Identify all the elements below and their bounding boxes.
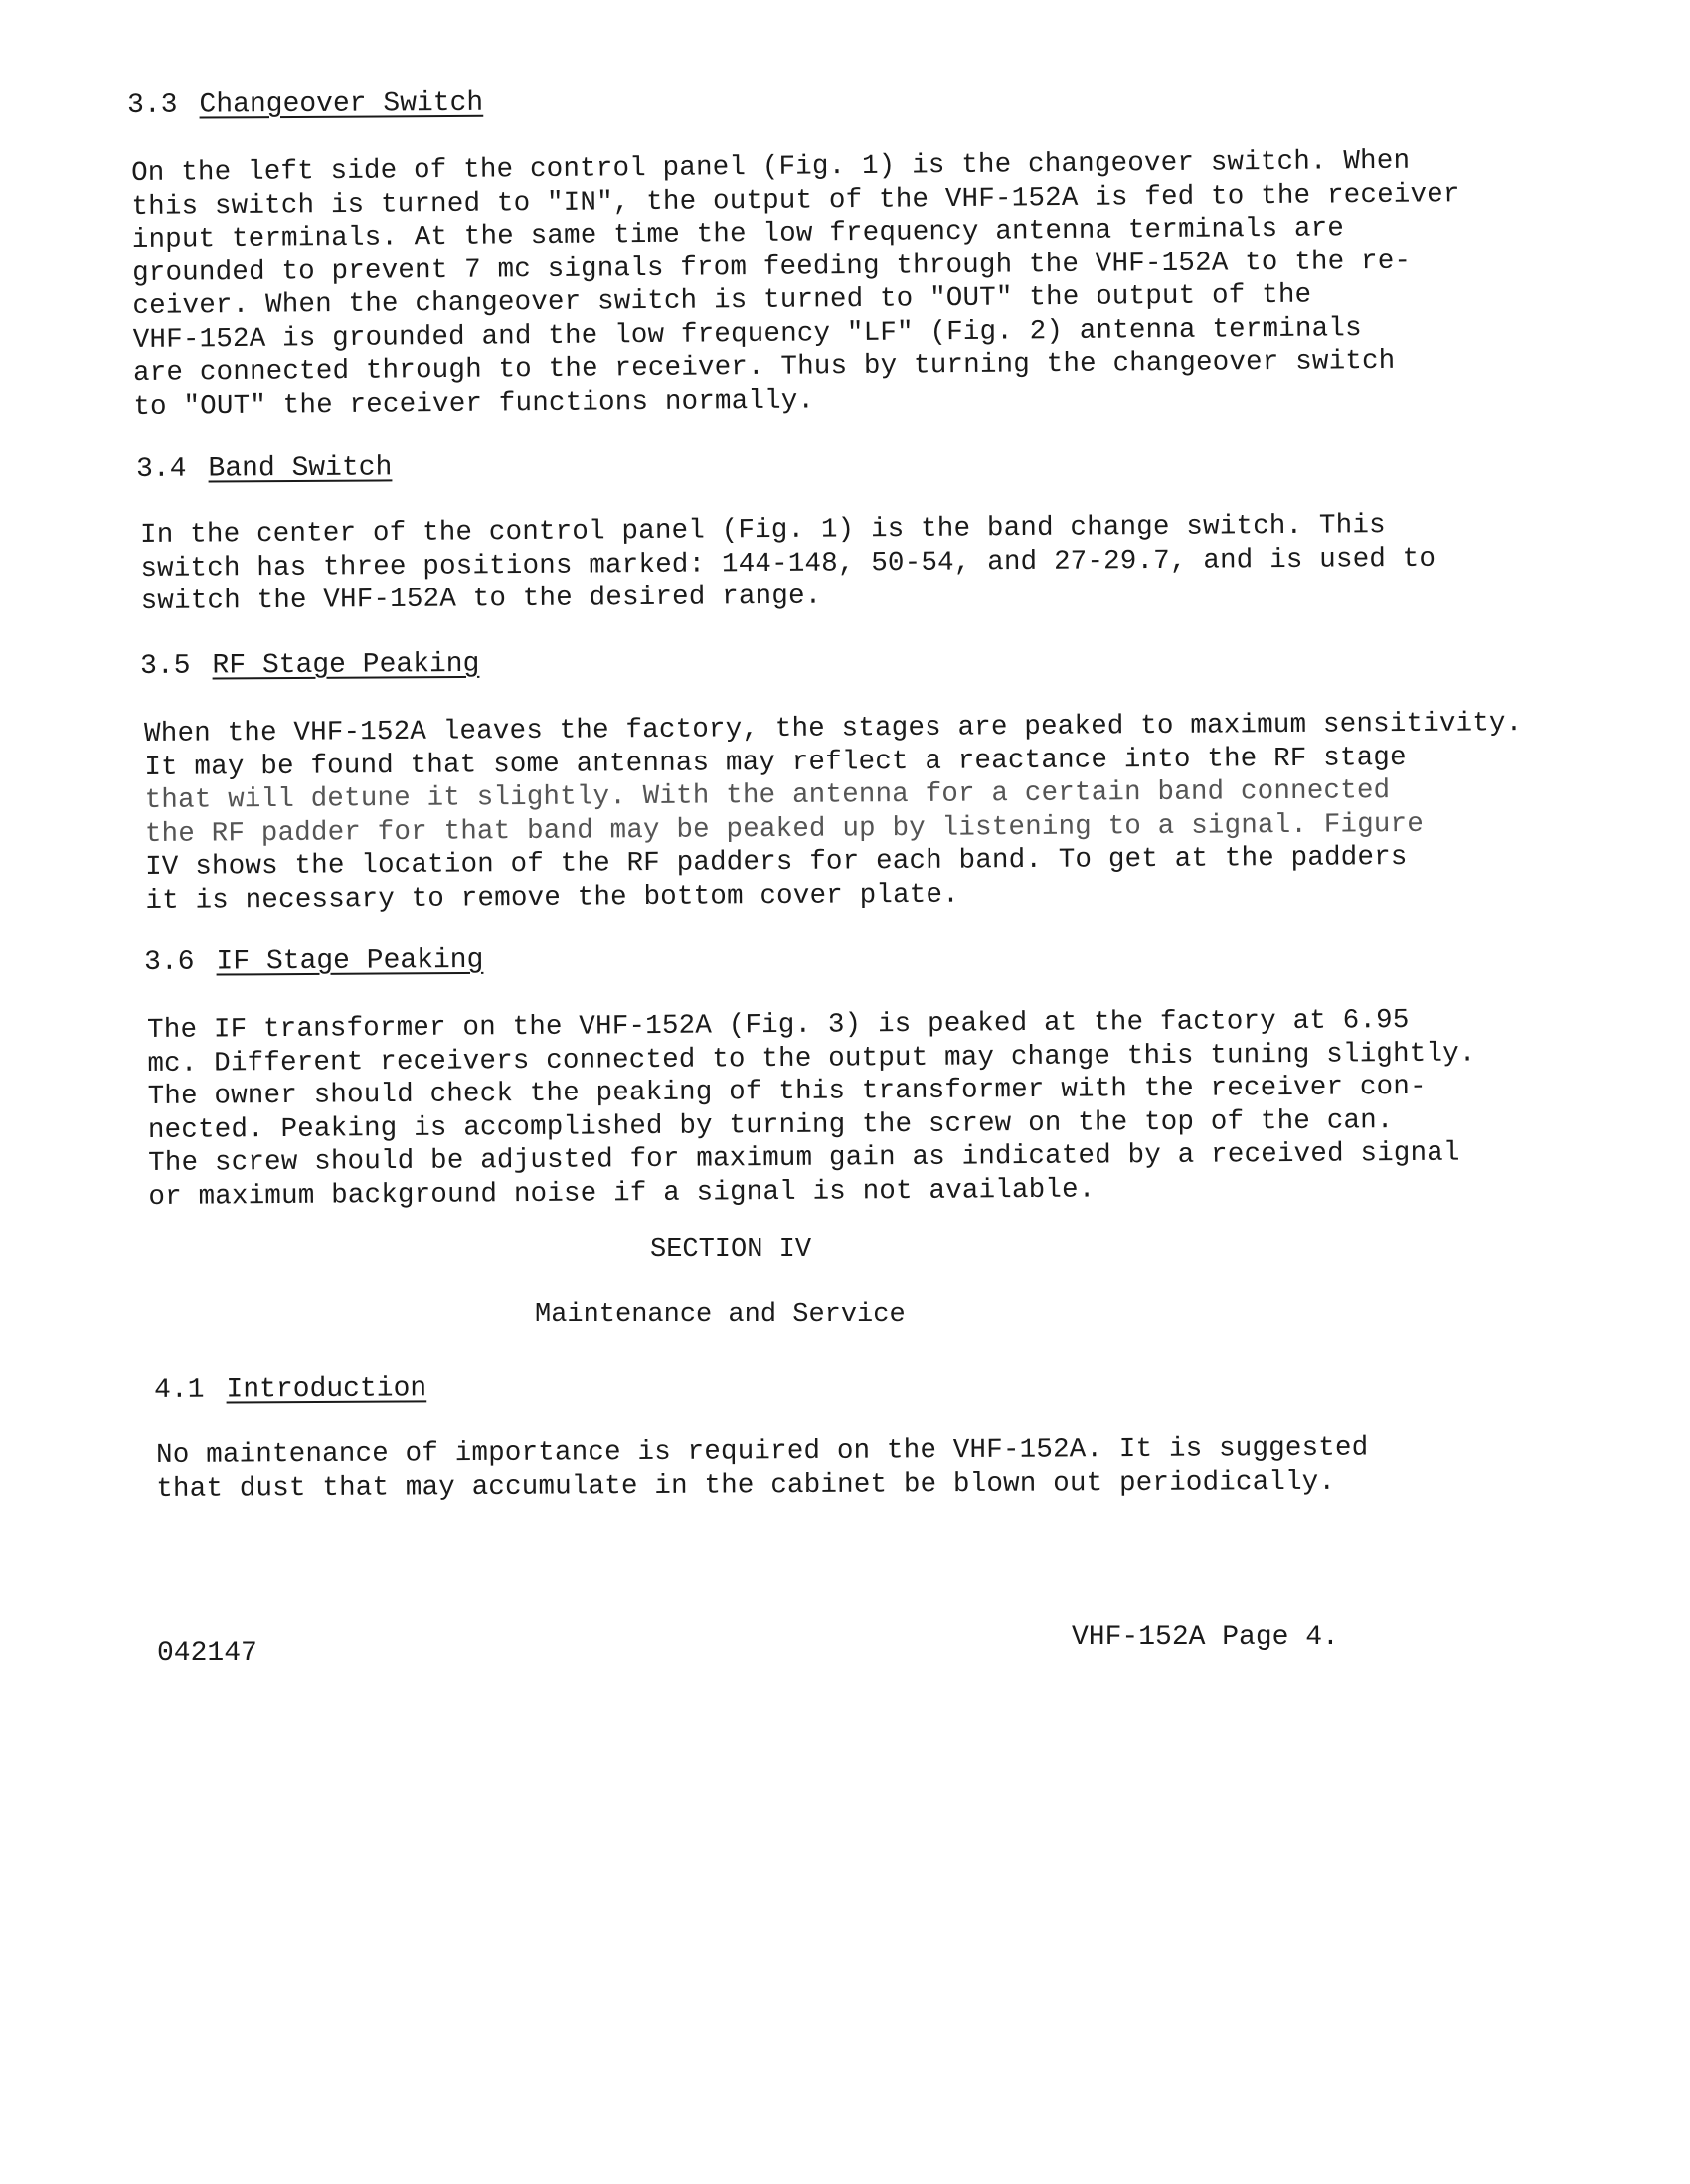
- section-title: IF Stage Peaking: [216, 944, 484, 978]
- section-number: 3.5: [140, 650, 191, 682]
- section-number: 3.6: [144, 946, 195, 978]
- footer-page-label: VHF-152A Page 4.: [1072, 1622, 1339, 1653]
- text-line: VHF-152A is grounded and the low frequency "LF" (Fig. 2) antenna terminals: [132, 312, 1362, 356]
- text-line: that will detune it slightly. With the antenna for a certain band connected: [144, 775, 1391, 816]
- text-line: On the left side of the control panel (Fig. 1) is the changeover switch. When: [131, 145, 1411, 189]
- section-title: Changeover Switch: [199, 87, 484, 121]
- section-4-1-heading: [154, 1372, 426, 1408]
- text-line: The owner should check the peaking of this transformer with the receiver con-: [147, 1071, 1427, 1112]
- text-line: switch has three positions marked: 144-148, 50-54, and 27-29.7, and is used to: [140, 543, 1436, 585]
- section-4-1-body: [156, 1432, 1369, 1506]
- text-line: or maximum background noise if a signal is not available.: [148, 1174, 1096, 1213]
- section-title: RF Stage Peaking: [212, 648, 480, 682]
- text-line: In the center of the control panel (Fig. 1) is the band change switch. This: [140, 510, 1386, 551]
- section-3-5-heading: [140, 648, 479, 684]
- section-number: 4.1: [154, 1374, 205, 1406]
- text-line: It may be found that some antennas may reflect a reactance into the RF stage: [144, 742, 1407, 783]
- footer-doc-code: 042147: [157, 1638, 257, 1669]
- text-line: it is necessary to remove the bottom cover plate.: [145, 879, 959, 917]
- text-line: The screw should be adjusted for maximum gain as indicated by a received signal: [148, 1137, 1460, 1179]
- section-number: 3.3: [127, 89, 178, 121]
- text-line: The IF transformer on the VHF-152A (Fig. 3) is peaked at the factory at 6.95: [147, 1005, 1410, 1046]
- section-3-3-heading: [127, 87, 483, 123]
- section-3-4-heading: [136, 451, 392, 487]
- text-line: to "OUT" the receiver functions normally.: [133, 384, 815, 422]
- section-3-5-body: [144, 707, 1524, 918]
- section-3-4-body: [140, 509, 1436, 619]
- text-line: nected. Peaking is accomplished by turning the screw on the top of the can.: [147, 1104, 1394, 1146]
- text-line: the RF padder for that band may be peaked up by listening to a signal. Figure: [144, 808, 1425, 850]
- text-line: that dust that may accumulate in the cabinet be blown out periodically.: [156, 1466, 1336, 1505]
- section-number: 3.4: [136, 453, 187, 485]
- text-line: are connected through to the receiver. Thus by turning the changeover switch: [132, 345, 1396, 389]
- section-3-6-body: [147, 1004, 1477, 1214]
- text-line: grounded to prevent 7 mc signals from feeding through the VHF-152A to the re-: [131, 246, 1412, 289]
- section-title: Introduction: [226, 1373, 427, 1406]
- section-3-3-body: [131, 144, 1462, 423]
- section-iv-subtitle: Maintenance and Service: [535, 1300, 906, 1330]
- text-line: No maintenance of importance is required on the VHF-152A. It is suggested: [156, 1432, 1369, 1471]
- text-line: ceiver. When the changeover switch is turned to "OUT" the output of the: [132, 279, 1312, 322]
- text-line: When the VHF-152A leaves the factory, the stages are peaked to maximum sensitivity.: [144, 708, 1523, 750]
- section-iv-heading: SECTION IV: [650, 1235, 812, 1264]
- section-title: Band Switch: [208, 452, 393, 485]
- text-line: mc. Different receivers connected to the output may change this tuning slightly.: [147, 1038, 1476, 1080]
- text-line: this switch is turned to "IN", the output of the VHF-152A is fed to the receiver: [131, 178, 1460, 223]
- text-line: input terminals. At the same time the low frequency antenna terminals are: [131, 213, 1345, 255]
- text-line: IV shows the location of the RF padders for each band. To get at the padders: [145, 842, 1408, 883]
- section-3-6-heading: [144, 944, 483, 980]
- text-line: switch the VHF-152A to the desired range.: [140, 581, 822, 617]
